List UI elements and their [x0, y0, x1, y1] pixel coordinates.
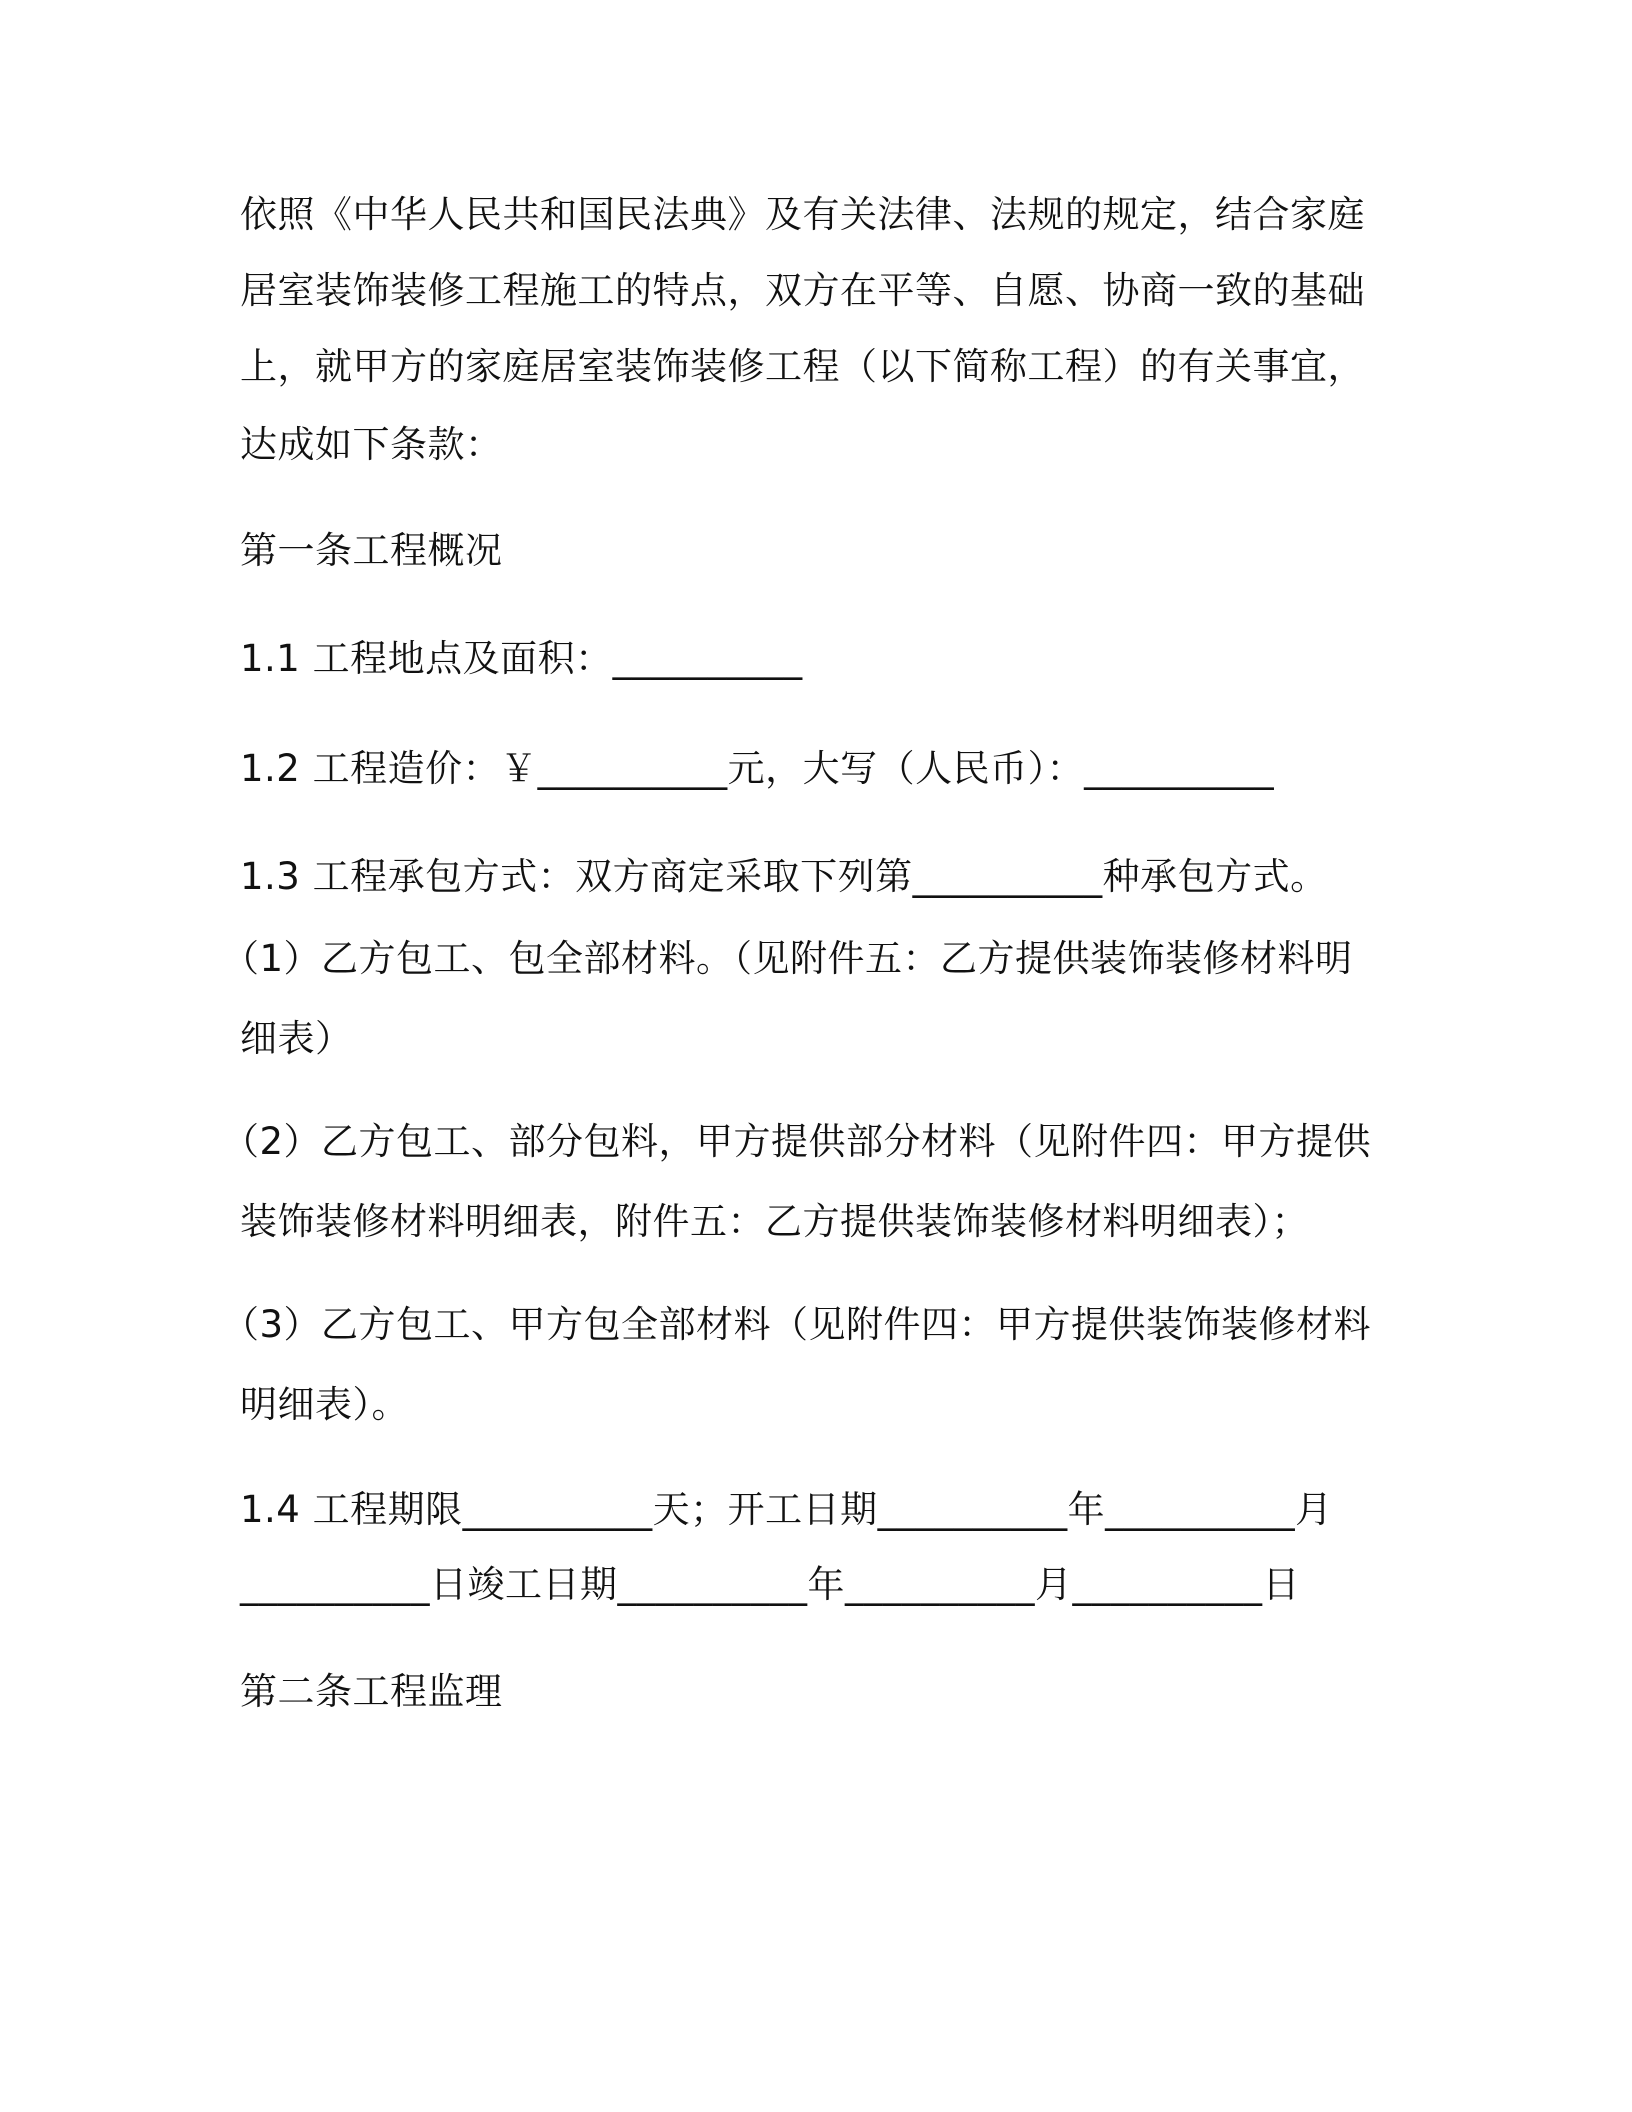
option-2-line-1: （2）乙方包工、部分包料，甲方提供部分材料（见附件四：甲方提供 [222, 1120, 1372, 1163]
article-2-heading: 第二条工程监理 [240, 1670, 503, 1713]
option-3-line-2: 明细表）。 [240, 1383, 409, 1426]
option-1-line-1: （1）乙方包工、包全部材料。（见附件五：乙方提供装饰装修材料明 [222, 937, 1353, 980]
clause-1-3: 1.3 工程承包方式：双方商定采取下列第__________种承包方式。 [240, 855, 1328, 898]
option-1-line-2: 细表） [240, 1017, 353, 1060]
option-3-line-1: （3）乙方包工、甲方包全部材料（见附件四：甲方提供装饰装修材料 [222, 1303, 1372, 1346]
preamble-line-2: 居室装饰装修工程施工的特点，双方在平等、自愿、协商一致的基础 [240, 269, 1365, 312]
clause-1-4-line-2: __________日竣工日期__________年__________月__________日 [240, 1563, 1300, 1606]
article-1-heading: 第一条工程概况 [240, 529, 503, 572]
clause-1-2: 1.2 工程造价：￥__________元，大写（人民币）：__________ [240, 747, 1275, 790]
preamble-line-1: 依照《中华人民共和国民法典》及有关法律、法规的规定，结合家庭 [240, 193, 1365, 236]
clause-1-1: 1.1 工程地点及面积：__________ [240, 637, 803, 680]
option-2-line-2: 装饰装修材料明细表，附件五：乙方提供装饰装修材料明细表）； [240, 1200, 1309, 1243]
preamble-line-4: 达成如下条款： [240, 423, 503, 466]
clause-1-4-line-1: 1.4 工程期限__________天；开工日期__________年__________月 [240, 1488, 1333, 1531]
preamble-line-3: 上，就甲方的家庭居室装饰装修工程（以下简称工程）的有关事宜， [240, 345, 1365, 388]
